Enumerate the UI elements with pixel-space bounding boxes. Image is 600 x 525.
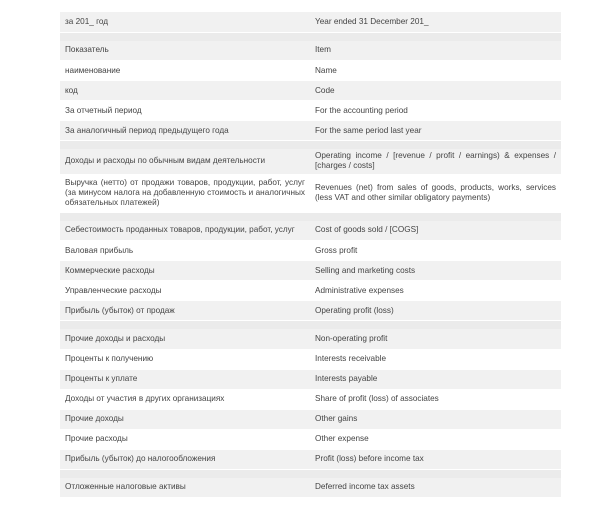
glossary-table — [60, 12, 561, 498]
english-term: Administrative expenses — [310, 281, 561, 301]
english-term: Profit (loss) before income tax — [310, 449, 561, 469]
russian-term: Прочие расходы — [60, 429, 310, 449]
table-row — [60, 261, 561, 281]
section-separator — [60, 212, 561, 221]
english-term: Year ended 31 December 201_ — [310, 12, 561, 32]
table-row — [60, 478, 561, 498]
english-term: Deferred income tax assets — [310, 478, 561, 498]
table-row — [60, 121, 561, 141]
russian-term: Прочие доходы — [60, 409, 310, 429]
russian-term: Коммерческие расходы — [60, 261, 310, 281]
table-row — [60, 301, 561, 321]
english-term: For the same period last year — [310, 121, 561, 141]
russian-term: Доходы и расходы по обычным видам деятельности — [60, 149, 310, 174]
english-term: For the accounting period — [310, 101, 561, 121]
english-term: Selling and marketing costs — [310, 261, 561, 281]
english-term: Item — [310, 41, 561, 61]
english-term: Other expense — [310, 429, 561, 449]
russian-term: Прочие доходы и расходы — [60, 329, 310, 349]
table-row — [60, 389, 561, 409]
table-row — [60, 409, 561, 429]
table-row — [60, 149, 561, 174]
english-term: Revenues (net) from sales of goods, products, works, services (less VAT and other similar obligatory payments) — [310, 174, 561, 212]
table-row — [60, 281, 561, 301]
english-term: Operating income / [revenue / profit / earnings) & expenses / [charges / costs] — [310, 149, 561, 174]
english-term: Name — [310, 61, 561, 81]
russian-term: Проценты к получению — [60, 349, 310, 369]
english-term: Code — [310, 81, 561, 101]
section-separator — [60, 141, 561, 150]
table-row — [60, 61, 561, 81]
english-term: Cost of goods sold / [COGS] — [310, 221, 561, 241]
russian-term: За отчетный период — [60, 101, 310, 121]
table-row — [60, 12, 561, 32]
english-term: Interests receivable — [310, 349, 561, 369]
table-row — [60, 429, 561, 449]
section-separator — [60, 32, 561, 41]
table-row — [60, 101, 561, 121]
english-term: Share of profit (loss) of associates — [310, 389, 561, 409]
english-term: Non-operating profit — [310, 329, 561, 349]
section-separator — [60, 469, 561, 478]
russian-term: Валовая прибыль — [60, 241, 310, 261]
russian-term: Себестоимость проданных товаров, продукции, работ, услуг — [60, 221, 310, 241]
russian-term: за 201_ год — [60, 12, 310, 32]
russian-term: код — [60, 81, 310, 101]
table-row — [60, 174, 561, 212]
english-term: Other gains — [310, 409, 561, 429]
table-row — [60, 221, 561, 241]
russian-term: За аналогичный период предыдущего года — [60, 121, 310, 141]
russian-term: Показатель — [60, 41, 310, 61]
table-row — [60, 329, 561, 349]
table-row — [60, 369, 561, 389]
russian-term: Выручка (нетто) от продажи товаров, продукции, работ, услуг (за минусом налога на добавленную стоимость и аналогичных обязательных платежей) — [60, 174, 310, 212]
table-row — [60, 81, 561, 101]
russian-term: Прибыль (убыток) до налогообложения — [60, 449, 310, 469]
russian-term: Проценты к уплате — [60, 369, 310, 389]
english-term: Operating profit (loss) — [310, 301, 561, 321]
russian-term: Отложенные налоговые активы — [60, 478, 310, 498]
table-row — [60, 241, 561, 261]
russian-term: Доходы от участия в других организациях — [60, 389, 310, 409]
table-row — [60, 349, 561, 369]
english-term: Interests payable — [310, 369, 561, 389]
english-term: Gross profit — [310, 241, 561, 261]
russian-term: Управленческие расходы — [60, 281, 310, 301]
russian-term: Прибыль (убыток) от продаж — [60, 301, 310, 321]
russian-term: наименование — [60, 61, 310, 81]
table-row — [60, 449, 561, 469]
section-separator — [60, 321, 561, 330]
table-row — [60, 41, 561, 61]
